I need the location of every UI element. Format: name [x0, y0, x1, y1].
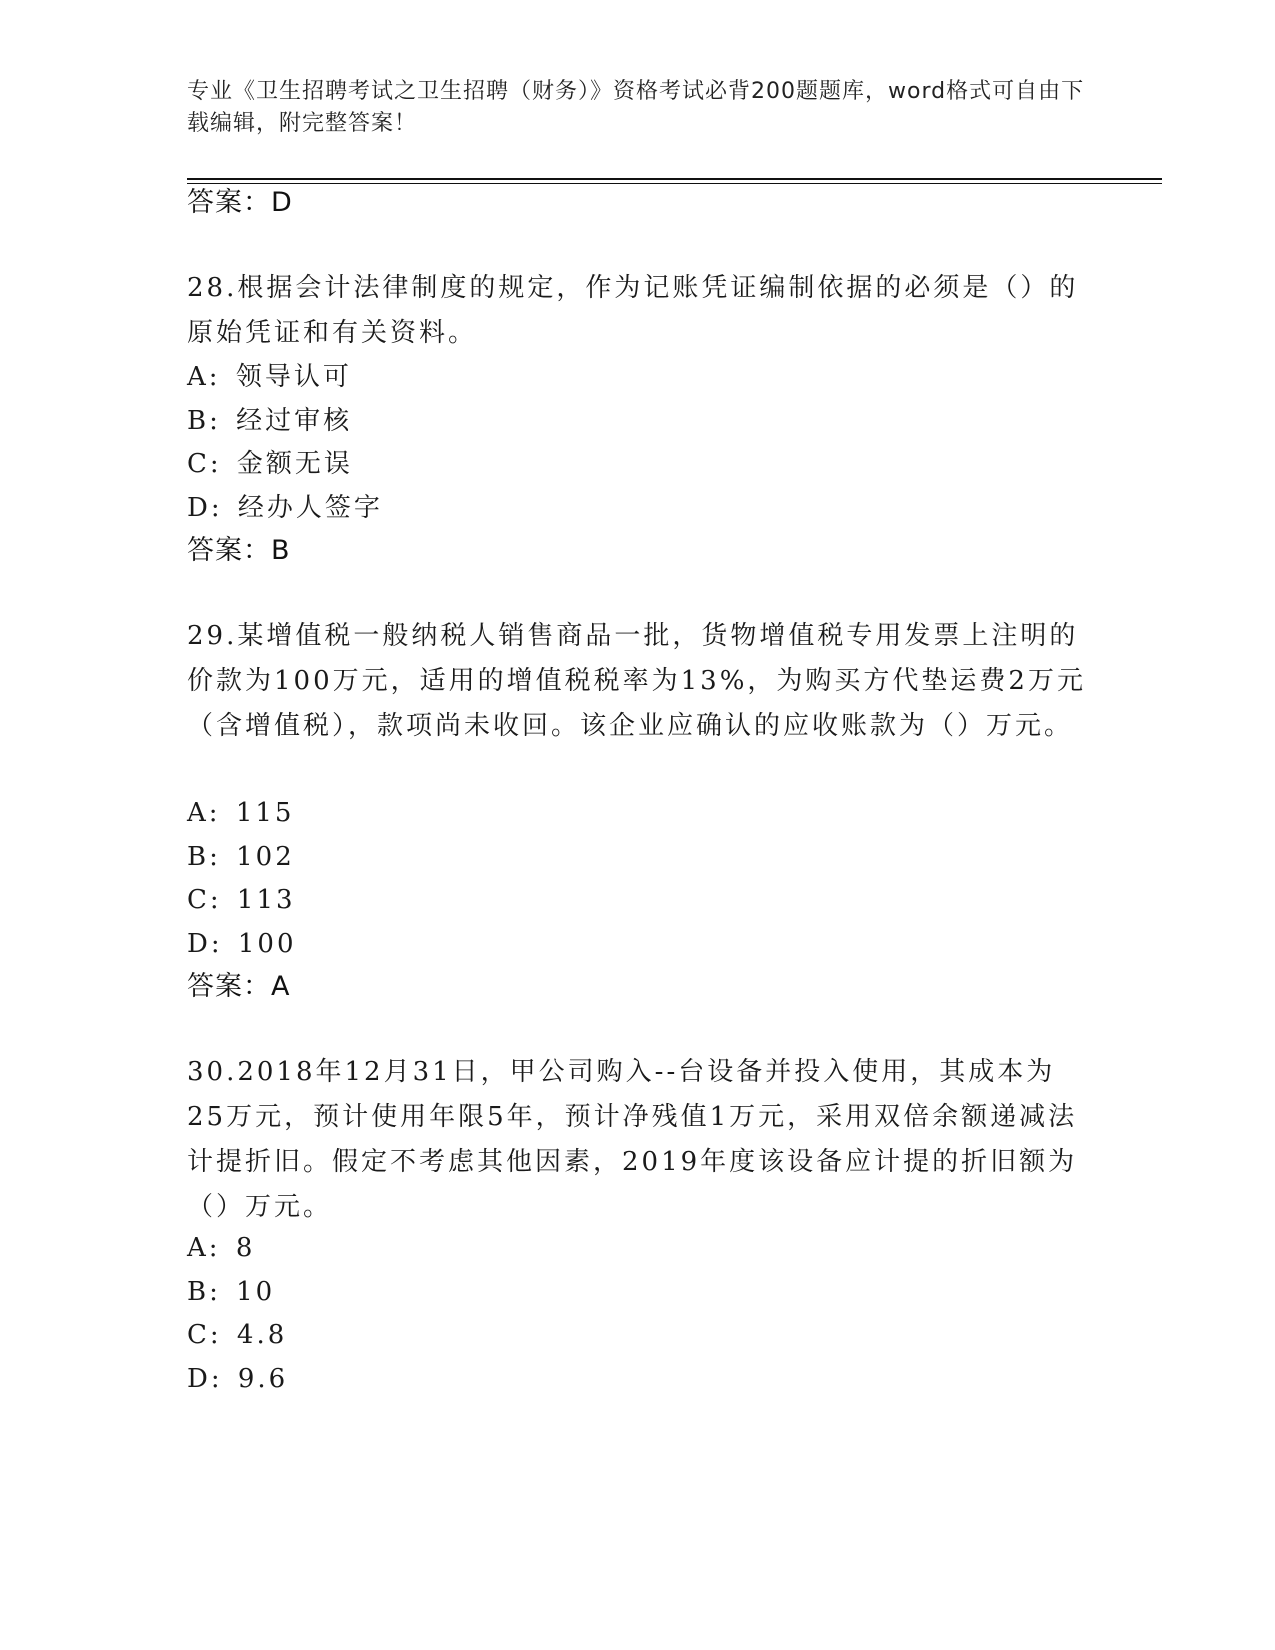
option-text: 4.8: [236, 1320, 288, 1350]
option-letter: D:: [187, 493, 223, 523]
option-letter: C:: [187, 449, 222, 479]
question-30-option-c: [187, 1318, 287, 1352]
question-30-option-b: [187, 1275, 275, 1309]
question-29-option-d: [187, 927, 297, 961]
option-text: 10: [236, 1277, 276, 1307]
question-29-option-b: [187, 840, 295, 874]
question-29-answer: 答案：A: [187, 971, 291, 1002]
option-text: 102: [236, 842, 295, 872]
option-text: 115: [235, 798, 295, 828]
question-29-option-c: [187, 883, 296, 917]
option-text: 9.6: [237, 1364, 289, 1394]
question-28-option-c: [187, 447, 353, 481]
question-29-option-a: [187, 796, 294, 830]
question-28-option-b: [187, 404, 352, 438]
answer-previous-question: 答案：D: [187, 187, 293, 218]
question-28-text: 28.根据会计法律制度的规定，作为记账凭证编制依据的必须是（）的原始凭证和有关资料。: [187, 273, 1079, 348]
option-letter: A:: [187, 1233, 221, 1263]
option-letter: D:: [187, 929, 223, 959]
option-letter: B:: [187, 406, 221, 436]
header-rule-thin: [187, 183, 1162, 184]
option-letter: B:: [187, 1277, 221, 1307]
header-rule-thick: [187, 178, 1162, 180]
document-header: 专业《卫生招聘考试之卫生招聘（财务）》资格考试必背200题题库，word格式可自由下载编辑，附完整答案！: [187, 79, 1085, 136]
question-28-option-d: [187, 491, 383, 525]
question-28-answer: 答案：B: [187, 535, 291, 566]
option-letter: C:: [187, 885, 222, 915]
option-text: 金额无误: [236, 449, 353, 479]
option-text: 经过审核: [236, 406, 353, 436]
option-text: 8: [235, 1233, 256, 1263]
option-letter: A:: [187, 798, 221, 828]
option-letter: D:: [187, 1364, 223, 1394]
question-29-text: 29.某增值税一般纳税人销售商品一批，货物增值税专用发票上注明的价款为100万元，适用的增值税税率为13%，为购买方代垫运费2万元（含增值税），款项尚未收回。该企业应确认的应收账款为（）万元。: [187, 621, 1086, 741]
question-30-option-d: [187, 1362, 288, 1396]
question-28-option-a: [187, 360, 352, 394]
option-letter: B:: [187, 842, 221, 872]
question-30-option-a: [187, 1231, 255, 1265]
option-text: 领导认可: [235, 362, 352, 392]
option-text: 经办人签字: [237, 493, 383, 523]
question-30-text: 30.2018年12月31日，甲公司购入--台设备并投入使用，其成本为25万元，预计使用年限5年，预计净残值1万元，采用双倍余额递减法计提折旧。假定不考虑其他因素，2019年度该设备应计提的折旧额为（）万元。: [187, 1057, 1078, 1222]
option-letter: C:: [187, 1320, 222, 1350]
option-letter: A:: [187, 362, 221, 392]
option-text: 100: [237, 929, 297, 959]
option-text: 113: [236, 885, 296, 915]
